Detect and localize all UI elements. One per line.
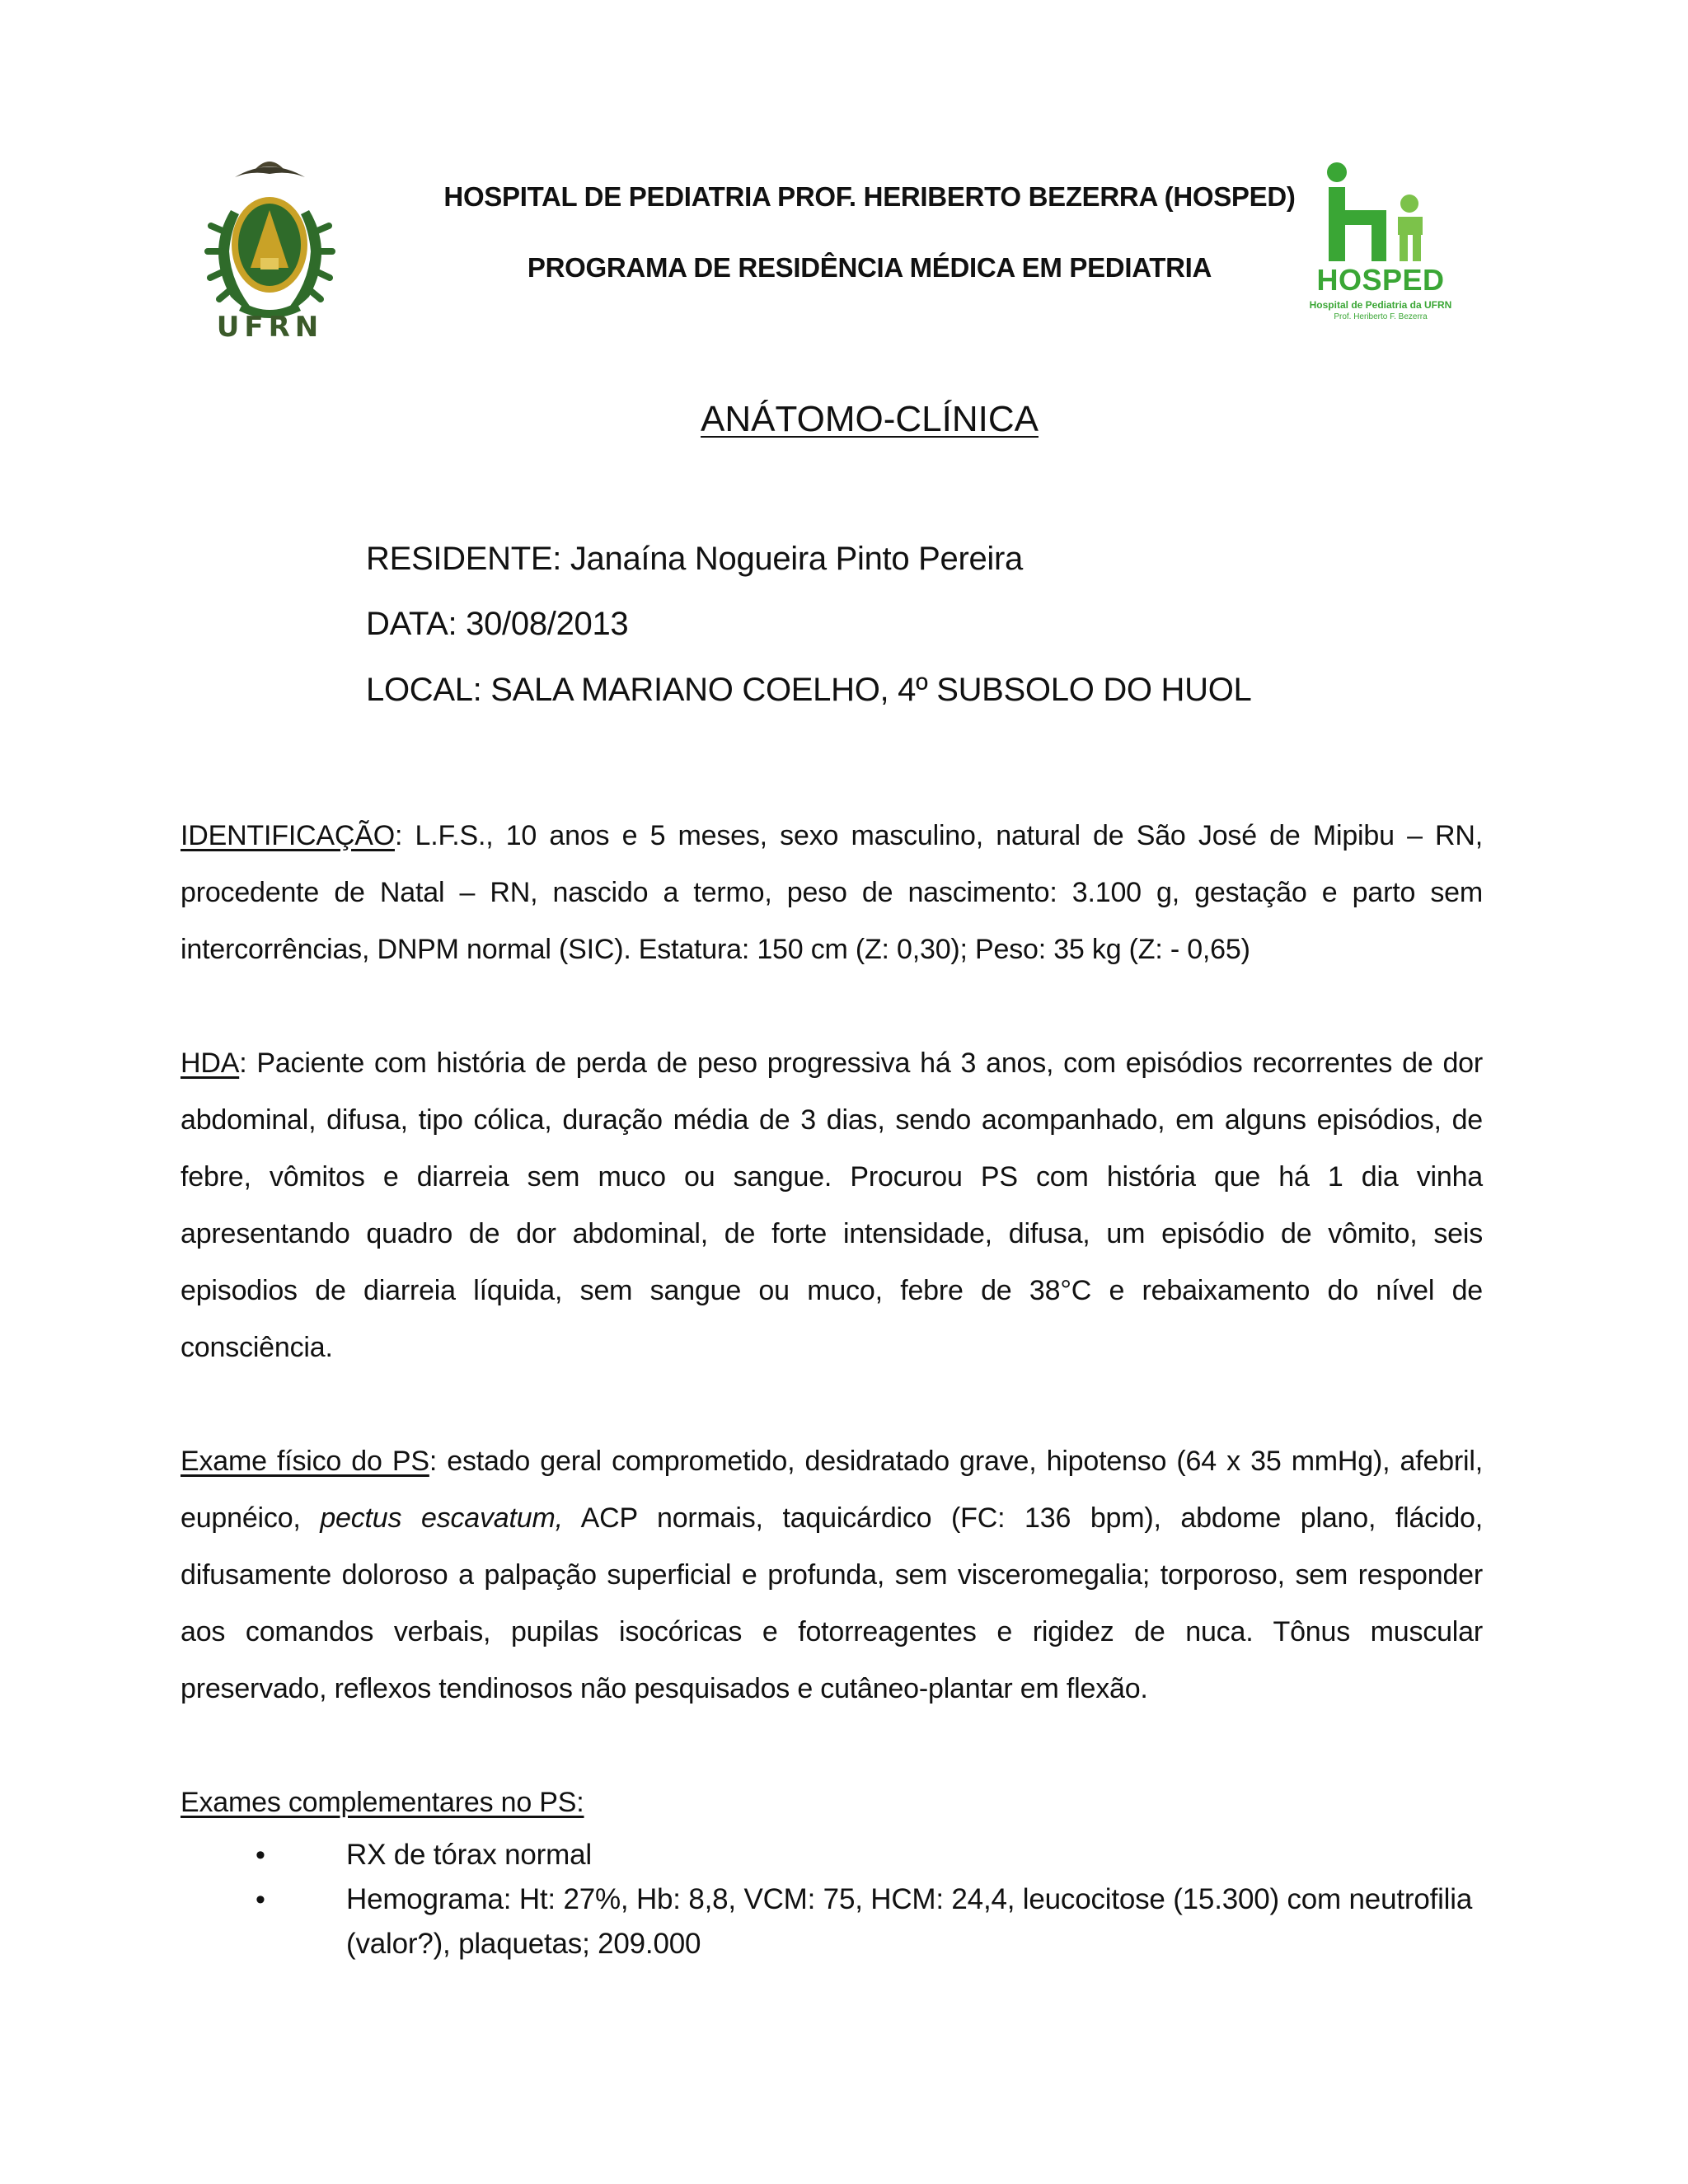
bullet-icon: •	[256, 1884, 265, 1915]
program-name: PROGRAMA DE RESIDÊNCIA MÉDICA EM PEDIATRIA	[527, 252, 1212, 283]
exame-fisico-italic: pectus escavatum,	[320, 1502, 563, 1534]
hosped-logo-text: HOSPED	[1316, 263, 1445, 297]
identificacao-heading: IDENTIFICAÇÃO	[181, 820, 395, 851]
exame-fisico-text-before: : estado geral comprometido, desidratado grave, hipotenso (64 x 35 mmHg), afebril, eupnéico,	[181, 1446, 1483, 1534]
document-title: ANÁTOMO-CLÍNICA	[701, 399, 1039, 439]
list-item	[247, 1833, 1484, 1877]
exames-complementares-heading: Exames complementares no PS:	[181, 1787, 584, 1818]
hosped-logo-subtitle-2: Prof. Heriberto F. Bezerra	[1334, 312, 1428, 321]
exames-complementares-list	[247, 1833, 1484, 1966]
location-line: LOCAL: SALA MARIANO COELHO, 4º SUBSOLO DO HUOL	[366, 672, 1252, 708]
list-item-text: RX de tórax normal	[346, 1839, 592, 1871]
exame-fisico-text-after: ACP normais, taquicárdico (FC: 136 bpm), abdome plano, flácido, difusamente doloroso a palpação superficial e profunda, sem visceromegalia; torporoso, sem responder aos comandos verbais, pupilas isocóricas e fotorreagentes e rigidez de nuca. Tônus muscular preservado, reflexos tendinosos não pesquisados e cutâneo-plantar em flexão.	[181, 1502, 1483, 1704]
identificacao-section	[181, 808, 1483, 978]
hosped-logo-subtitle: Hospital de Pediatria da UFRN	[1309, 299, 1452, 311]
hospital-name: HOSPITAL DE PEDIATRIA PROF. HERIBERTO BEZERRA (HOSPED)	[443, 181, 1296, 212]
ufrn-logo-text: UFRN	[216, 311, 324, 344]
hosped-logo	[1311, 161, 1451, 326]
ufrn-logo	[198, 152, 342, 342]
list-item-text: Hemograma: Ht: 27%, Hb: 8,8, VCM: 75, HCM: 24,4, leucocitose (15.300) com neutrofilia (valor?), plaquetas; 209.000	[346, 1883, 1473, 1960]
exames-complementares-section	[181, 1774, 1483, 1831]
exame-fisico-section	[181, 1433, 1483, 1718]
hda-section	[181, 1035, 1483, 1376]
identificacao-text: : L.F.S., 10 anos e 5 meses, sexo masculino, natural de São José de Mipibu – RN, procedente de Natal – RN, nascido a termo, peso de nascimento: 3.100 g, gestação e parto sem intercorrências, DNPM normal (SIC). Estatura: 150 cm (Z: 0,30); Peso: 35 kg (Z: - 0,65)	[181, 820, 1483, 965]
list-item	[247, 1877, 1484, 1966]
hosped-figures-icon	[1311, 161, 1451, 268]
bullet-icon: •	[256, 1840, 265, 1871]
hda-text: : Paciente com história de perda de peso progressiva há 3 anos, com episódios recorrentes de dor abdominal, difusa, tipo cólica, duração média de 3 dias, sendo acompanhado, em alguns episódios, de febre, vômitos e diarreia sem muco ou sangue. Procurou PS com história que há 1 dia vinha apresentando quadro de dor abdominal, de forte intensidade, difusa, um episódio de vômito, seis episodios de diarreia líquida, sem sangue ou muco, febre de 38°C e rebaixamento do nível de consciência.	[181, 1047, 1483, 1363]
date-line: DATA: 30/08/2013	[366, 606, 629, 642]
hda-heading: HDA	[181, 1047, 240, 1079]
resident-line: RESIDENTE: Janaína Nogueira Pinto Pereira	[366, 541, 1023, 577]
exame-fisico-heading: Exame físico do PS	[181, 1446, 429, 1477]
